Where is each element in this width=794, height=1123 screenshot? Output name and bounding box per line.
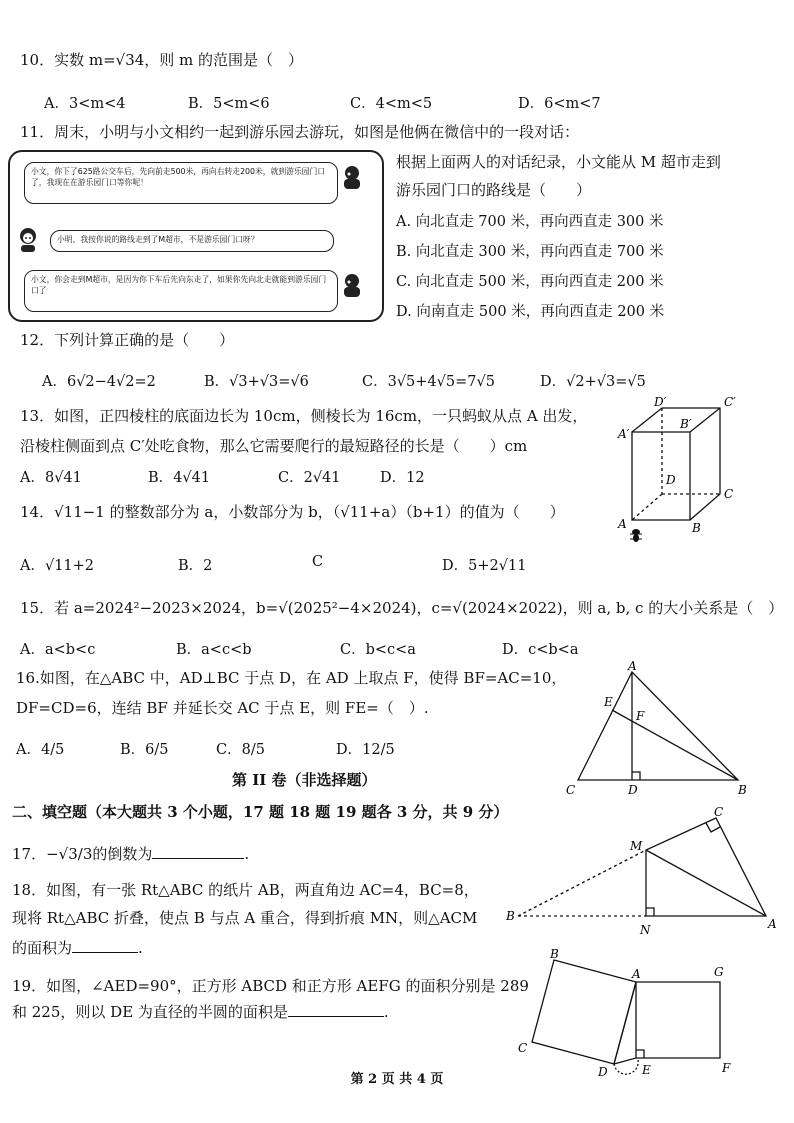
right-angle-mark-e xyxy=(636,1050,644,1058)
label-a-prime: A′ xyxy=(618,427,630,441)
label-b-prime: B′ xyxy=(680,417,692,431)
q13-stem-line2: 沿棱柱侧面到点 C′处吃食物，那么它需要爬行的最短路径的长是（ ）cm xyxy=(20,437,528,455)
q16-option-d: D．12/5 xyxy=(336,742,395,758)
label-g: G xyxy=(714,965,724,979)
q11-stem: 11．周末，小明与小文相约一起到游乐园去游玩，如图是他俩在微信中的一段对话： xyxy=(20,123,580,141)
fold-triangle-figure xyxy=(500,806,790,946)
segment-de xyxy=(614,1058,636,1064)
q16-option-a: A．4/5 xyxy=(16,742,65,758)
q18-period: . xyxy=(138,939,143,957)
right-angle-mark xyxy=(632,772,640,780)
q19-period: . xyxy=(383,1003,389,1021)
label-c: C xyxy=(566,783,576,797)
q16-stem-line1: 16.如图，在△ABC 中，AD⊥BC 于点 D，在 AD 上取点 F，使得 BF=AC=10， xyxy=(16,669,567,687)
q11-option-b: B. 向北直走 300 米，再向西直走 700 米 xyxy=(396,244,664,260)
q13-option-d: D．12 xyxy=(380,470,425,486)
triangle-abc xyxy=(578,672,738,780)
q11-option-d: D. 向南直走 500 米，再向西直走 200 米 xyxy=(396,304,665,320)
q11-option-c: C. 向北直走 500 米，再向西直走 200 米 xyxy=(396,274,664,290)
q18-answer-blank[interactable] xyxy=(72,938,138,953)
section2-heading: 二、填空题（本大题共 3 个小题，17 题 18 题 19 题各 3 分，共 9 分） xyxy=(12,803,509,821)
q14-option-c: C xyxy=(312,554,324,570)
xiaoming-avatar-icon xyxy=(16,226,40,252)
label-c: C xyxy=(518,1041,528,1055)
page-footer: 第 2 页 共 4 页 xyxy=(350,1072,444,1087)
q17-line xyxy=(12,844,249,864)
q15-option-a: A．a<b<c xyxy=(20,642,96,658)
label-d: D xyxy=(628,783,638,797)
q11-prompt-line1: 根据上面两人的对话纪录，小文能从 M 超市走到 xyxy=(396,153,721,171)
q17-period: . xyxy=(244,845,250,863)
q18-line1: 18．如图，有一张 Rt△ABC 的纸片 AB，两直角边 AC=4，BC=8， xyxy=(12,881,479,899)
label-a: A xyxy=(768,917,777,931)
label-b: B xyxy=(692,521,701,535)
prism-hidden-edge-da xyxy=(632,494,662,520)
segment-ad xyxy=(614,982,636,1064)
chat-bubble-3: 小文，你会走到M超市，是因为你下车后先向东走了，如果你先向北走就能到游乐园门口了 xyxy=(24,270,338,312)
label-f: F xyxy=(722,1061,731,1075)
q13-option-c: C．2√41 xyxy=(278,470,341,486)
right-angle-mark-c xyxy=(706,823,720,832)
q16-option-b: B．6/5 xyxy=(120,742,169,758)
q10-option-c: C．4<m<5 xyxy=(350,96,433,112)
chat-screenshot xyxy=(8,150,384,322)
q18-line3 xyxy=(12,938,143,958)
prism-front-face xyxy=(632,432,690,520)
q15-stem: 15．若 a=2024²−2023×2024，b=√(2025²−4×2024)，c=√(2024×2022)，则 a, b, c 的大小关系是（ ） xyxy=(20,599,784,617)
label-b: B xyxy=(550,948,559,961)
section2-title: 第 II 卷（非选择题） xyxy=(232,771,377,789)
q18-text: 的面积为 xyxy=(12,939,73,957)
label-b: B xyxy=(738,783,747,797)
q10-option-a: A．3<m<4 xyxy=(44,96,126,112)
label-e: E xyxy=(604,695,613,709)
q15-option-d: D．c<b<a xyxy=(502,642,579,658)
q12-option-c: C．3√5+4√5=7√5 xyxy=(362,374,495,390)
q12-option-d: D．√2+√3=√5 xyxy=(540,374,646,390)
label-c-prime: C′ xyxy=(724,395,736,409)
label-d: D xyxy=(666,473,676,487)
label-n: N xyxy=(640,923,651,937)
square-abcd xyxy=(532,960,636,1064)
q13-option-b: B．4√41 xyxy=(148,470,211,486)
q10-option-d: D．6<m<7 xyxy=(518,96,601,112)
xiaowen-avatar-icon-2 xyxy=(340,272,364,298)
folded-bm xyxy=(518,850,646,916)
q19-line1: 19．如图，∠AED=90°，正方形 ABCD 和正方形 AEFG 的面积分别是 289 xyxy=(12,977,529,995)
q11-prompt-line2: 游乐园门口的路线是（ ） xyxy=(396,181,592,199)
chat-bubble-1: 小文，你下了625路公交车后，先向前走500米，再向右转走200米，就到游乐园门口了，我现在在游乐园门口等你呢！ xyxy=(24,162,338,204)
label-a: A xyxy=(628,660,637,673)
label-a: A xyxy=(618,517,627,531)
square-aefg xyxy=(636,982,720,1058)
squares-figure xyxy=(510,948,770,1080)
right-angle-mark-n xyxy=(646,908,654,916)
q13-option-a: A．8√41 xyxy=(20,470,82,486)
q19-answer-blank[interactable] xyxy=(288,1002,384,1017)
q10-stem: 10．实数 m=√34，则 m 的范围是（ ） xyxy=(20,51,304,69)
label-c: C xyxy=(714,806,724,819)
xiaowen-avatar-icon xyxy=(340,164,364,190)
ant-icon xyxy=(630,529,642,542)
q12-option-a: A．6√2−4√2=2 xyxy=(42,374,156,390)
q17-text: 的倒数为 xyxy=(92,845,153,863)
q19-text: 和 225，则以 DE 为直径的半圆的面积是 xyxy=(12,1003,288,1021)
q16-stem-line2: DF=CD=6，连结 BF 并延长交 AC 于点 E，则 FE=（ ）. xyxy=(16,699,429,717)
prism-figure xyxy=(610,392,750,552)
label-e: E xyxy=(642,1063,651,1077)
chat-bubble-2: 小明，我按你说的路线走到了M超市，不是游乐园门口呀？ xyxy=(50,230,334,252)
label-d-prime: D′ xyxy=(654,395,667,409)
q11-option-a: A. 向北直走 700 米，再向西直走 300 米 xyxy=(396,214,664,230)
q14-stem: 14．√11−1 的整数部分为 a，小数部分为 b，（√11+a）（b+1）的值为（ ） xyxy=(20,503,565,521)
prism-back-edges xyxy=(632,408,720,520)
label-a: A xyxy=(632,967,641,981)
segment-be xyxy=(612,710,738,780)
q16-option-c: C．8/5 xyxy=(216,742,265,758)
label-m: M xyxy=(630,839,643,853)
q14-option-b: B．2 xyxy=(178,558,213,574)
q15-option-b: B．a<c<b xyxy=(176,642,252,658)
label-d: D xyxy=(598,1065,608,1079)
prism-edge-bc-top xyxy=(690,408,720,432)
label-c: C xyxy=(724,487,734,501)
q10-option-b: B．5<m<6 xyxy=(188,96,270,112)
q14-option-a: A．√11+2 xyxy=(20,558,95,574)
triangle-acm xyxy=(646,818,766,916)
segment-ma xyxy=(646,850,766,916)
label-b: B xyxy=(506,909,515,923)
q12-stem: 12．下列计算正确的是（ ） xyxy=(20,331,235,349)
q18-line2: 现将 Rt△ABC 折叠，使点 B 与点 A 重合，得到折痕 MN，则△ACM xyxy=(12,909,478,927)
q19-line2 xyxy=(12,1002,389,1022)
q15-option-c: C．b<c<a xyxy=(340,642,416,658)
q17-number: 17． xyxy=(12,845,47,863)
q14-option-d: D．5+2√11 xyxy=(442,558,527,574)
triangle-abc-figure xyxy=(560,660,760,800)
q12-option-b: B．√3+√3=√6 xyxy=(204,374,309,390)
q17-answer-blank[interactable] xyxy=(152,844,244,859)
q13-stem-line1: 13．如图，正四棱柱的底面边长为 10cm，侧棱长为 16cm，一只蚂蚁从点 A 出发， xyxy=(20,407,588,425)
q17-expression: −√3/3 xyxy=(46,845,93,863)
label-f: F xyxy=(636,709,645,723)
